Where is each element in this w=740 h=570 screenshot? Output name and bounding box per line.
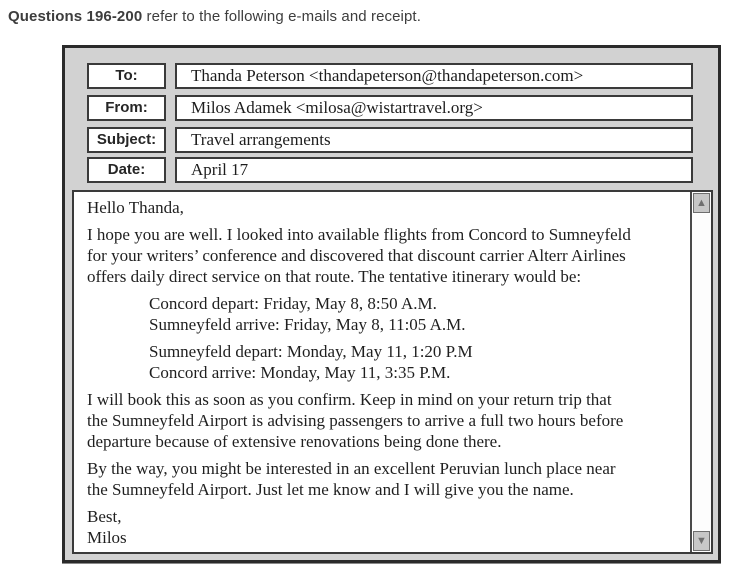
message-box (72, 190, 713, 554)
to-field[interactable]: Thanda Peterson <thandapeterson@thandapeterson.com> (175, 63, 693, 89)
to-label: To: (87, 63, 166, 89)
date-label: Date: (87, 157, 166, 183)
paragraph-flights: I hope you are well. I looked into available flights from Concord to Sumneyfeld for your writers’ conference and discovered that discount carrier Alterr Airlines offers daily direct service on that route. The tentative itinerary would be: (87, 225, 631, 286)
scrollbar-down-button[interactable] (693, 531, 710, 551)
itinerary-return: Sumneyfeld depart: Monday, May 11, 1:20 P.M Concord arrive: Monday, May 11, 3:35 P.M. (149, 342, 473, 382)
subject-label: Subject: (87, 127, 166, 153)
scroll-down-icon: ▼ (696, 535, 707, 547)
question-range: Questions 196-200 (8, 8, 143, 25)
from-field[interactable]: Milos Adamek <milosa@wistartravel.org> (175, 95, 693, 121)
message-body (74, 192, 690, 552)
signoff: Best, Milos (87, 507, 127, 547)
from-label: From: (87, 95, 166, 121)
question-instruction: refer to the following e-mails and receipt. (142, 8, 421, 25)
paragraph-lunch: By the way, you might be interested in an excellent Peruvian lunch place near the Sumneyfeld Airport. Just let me know and I will give you the name. (87, 459, 616, 499)
subject-field[interactable]: Travel arrangements (175, 127, 693, 153)
paragraph-booking: I will book this as soon as you confirm. Keep in mind on your return trip that the Sumneyfeld Airport is advising passengers to arrive a full two hours before departure because of extensive renovations being done there. (87, 390, 624, 451)
scrollbar-up-button[interactable] (693, 193, 710, 213)
question-header (8, 8, 421, 25)
email-panel (62, 45, 721, 563)
date-field[interactable]: April 17 (175, 157, 693, 183)
scrollbar[interactable] (690, 192, 711, 552)
itinerary-outbound: Concord depart: Friday, May 8, 8:50 A.M. Sumneyfeld arrive: Friday, May 8, 11:05 A.M. (149, 294, 466, 334)
greeting: Hello Thanda, (87, 198, 184, 217)
scrollbar-track[interactable] (692, 214, 711, 530)
scroll-up-icon: ▲ (696, 197, 707, 209)
